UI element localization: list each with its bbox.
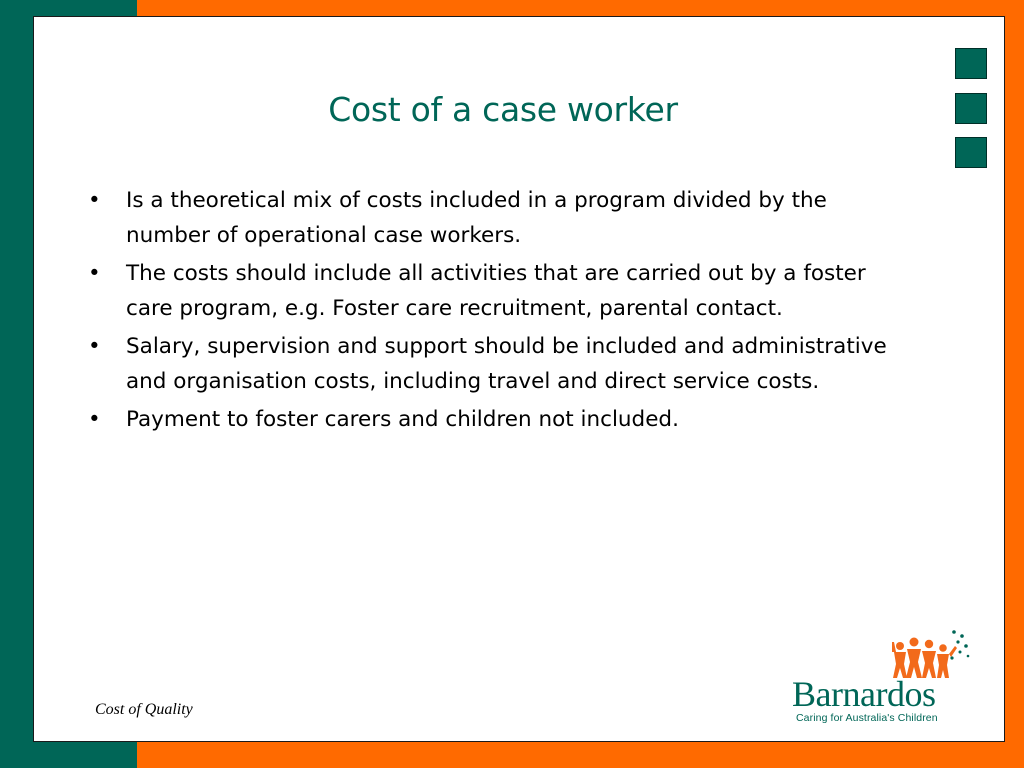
bullet-item <box>84 330 914 399</box>
bullet-list <box>84 184 914 442</box>
decorative-square-1 <box>955 48 987 79</box>
bullet-text: Payment to foster carers and children not included. <box>126 407 679 432</box>
barnardos-logo <box>768 628 978 728</box>
bullet-text: Salary, supervision and support should be included and administrative and organisation costs, including travel and direct service costs. <box>126 334 887 394</box>
bullet-icon: • <box>88 407 101 432</box>
bullet-item <box>84 257 914 326</box>
bullet-text: The costs should include all activities that are carried out by a foster care program, e.g. Foster care recruitment, parental contact. <box>126 261 866 321</box>
logo-tagline: Caring for Australia's Children <box>796 712 938 724</box>
logo-name: Barnardos <box>792 674 936 714</box>
bullet-text: Is a theoretical mix of costs included in a program divided by the number of operational case workers. <box>126 188 827 248</box>
bullet-item <box>84 184 914 253</box>
bullet-icon: • <box>88 261 101 286</box>
bullet-item <box>84 403 914 438</box>
footer-text: Cost of Quality <box>95 701 193 718</box>
slide-title: Cost of a case worker <box>328 90 678 129</box>
children-figures-icon <box>892 628 972 680</box>
bullet-icon: • <box>88 334 101 359</box>
decorative-square-3 <box>955 137 987 168</box>
bullet-icon: • <box>88 188 101 213</box>
